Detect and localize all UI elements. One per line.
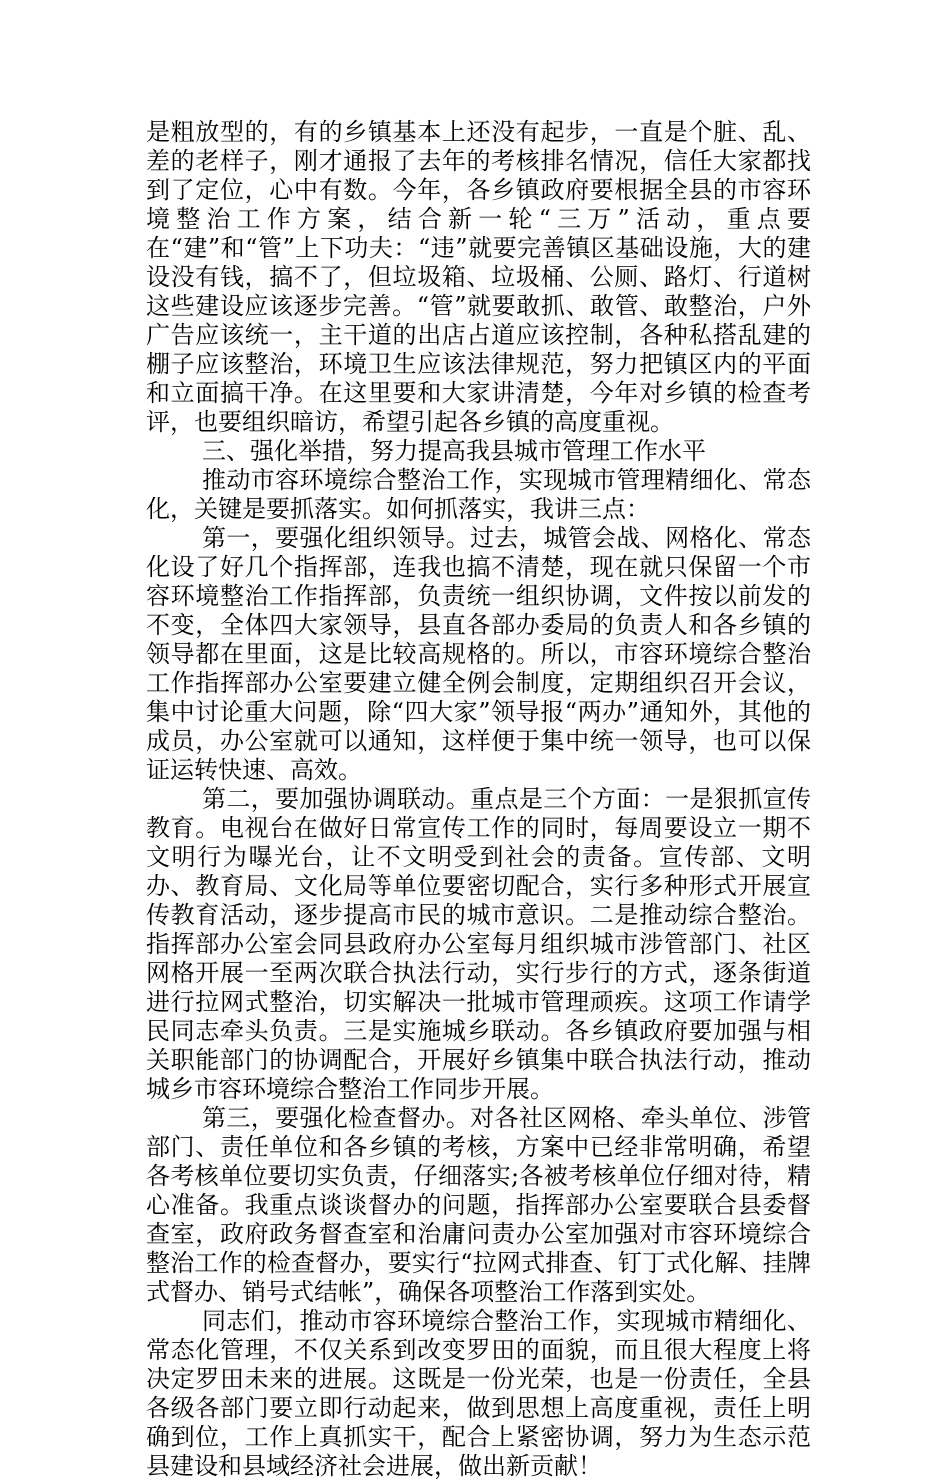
- paragraph-first-point: 第一，要强化组织领导。过去，城管会战、网格化、常态化设了好几个指挥部，连我也搞不清楚，现在就只保留一个市容环境整治工作指挥部，负责统一组织协调，文件按以前发的不变，全体四大家领导，县直各部办委局的负责人和各乡镇的领导都在里面，这是比较高规格的。所以，市容环境综合整治工作指挥部办公室要建立健全例会制度，定期组织召开会议，集中讨论重大问题，除“四大家”领导报“两办”通知外，其他的成员，办公室就可以通知，这样便于集中统一领导，也可以保证运转快速、高效。: [146, 524, 811, 784]
- paragraph-second-point: 第二，要加强协调联动。重点是三个方面：一是狠抓宣传教育。电视台在做好日常宣传工作的同时，每周要设立一期不文明行为曝光台，让不文明受到社会的责备。宣传部、文明办、教育局、文化局等单位要密切配合，实行多种形式开展宣传教育活动，逐步提高市民的城市意识。二是推动综合整治。指挥部办公室会同县政府办公室每月组织城市涉管部门、社区网格开展一至两次联合执法行动，实行步行的方式，逐条街道进行拉网式整治，切实解决一批城市管理顽疾。这项工作请学民同志牵头负责。三是实施城乡联动。各乡镇政府要加强与相关职能部门的协调配合，开展好乡镇集中联合执法行动，推动城乡市容环境综合整治工作同步开展。: [146, 785, 811, 1103]
- paragraph-continuation: 是粗放型的，有的乡镇基本上还没有起步，一直是个脏、乱、差的老样子，刚才通报了去年的考核排名情况，信任大家都找到了定位，心中有数。今年，各乡镇政府要根据全县的市容环境整治工作方案，结合新一轮“三万”活动，重点要在“建”和“管”上下功夫：“违”就要完善镇区基础设施，大的建设没有钱，搞不了，但垃圾箱、垃圾桶、公厕、路灯、行道树这些建设应该逐步完善。“管”就要敢抓、敢管、敢整治，户外广告应该统一，主干道的出店占道应该控制，各种私搭乱建的棚子应该整治，环境卫生应该法律规范，努力把镇区内的平面和立面搞干净。在这里要和大家讲清楚，今年对乡镇的检查考评，也要组织暗访，希望引起各乡镇的高度重视。: [146, 118, 811, 436]
- paragraph-closing: 同志们，推动市容环境综合整治工作，实现城市精细化、常态化管理，不仅关系到改变罗田的面貌，而且很大程度上将决定罗田未来的进展。这既是一份光荣，也是一份责任，全县各级各部门要立即行动起来，做到思想上高度重视，责任上明确到位，工作上真抓实干，配合上紧密协调，努力为生态示范县建设和县域经济社会进展，做出新贡献！: [146, 1307, 811, 1480]
- paragraph-intro: 推动市容环境综合整治工作，实现城市管理精细化、常态化，关键是要抓落实。如何抓落实，我讲三点：: [146, 466, 811, 523]
- document-body: [146, 118, 811, 1481]
- section-heading-three: 三、强化举措，努力提高我县城市管理工作水平: [202, 437, 706, 465]
- paragraph-third-point: 第三，要强化检查督办。对各社区网格、牵头单位、涉管部门、责任单位和各乡镇的考核，方案中已经非常明确，希望各考核单位要切实负责，仔细落实;各被考核单位仔细对待，精心准备。我重点谈谈督办的问题，指挥部办公室要联合县委督查室，政府政务督查室和治庸问责办公室加强对市容环境综合整治工作的检查督办，要实行“拉网式排查、钉丁式化解、挂牌式督办、销号式结帐”，确保各项整治工作落到实处。: [146, 1104, 811, 1306]
